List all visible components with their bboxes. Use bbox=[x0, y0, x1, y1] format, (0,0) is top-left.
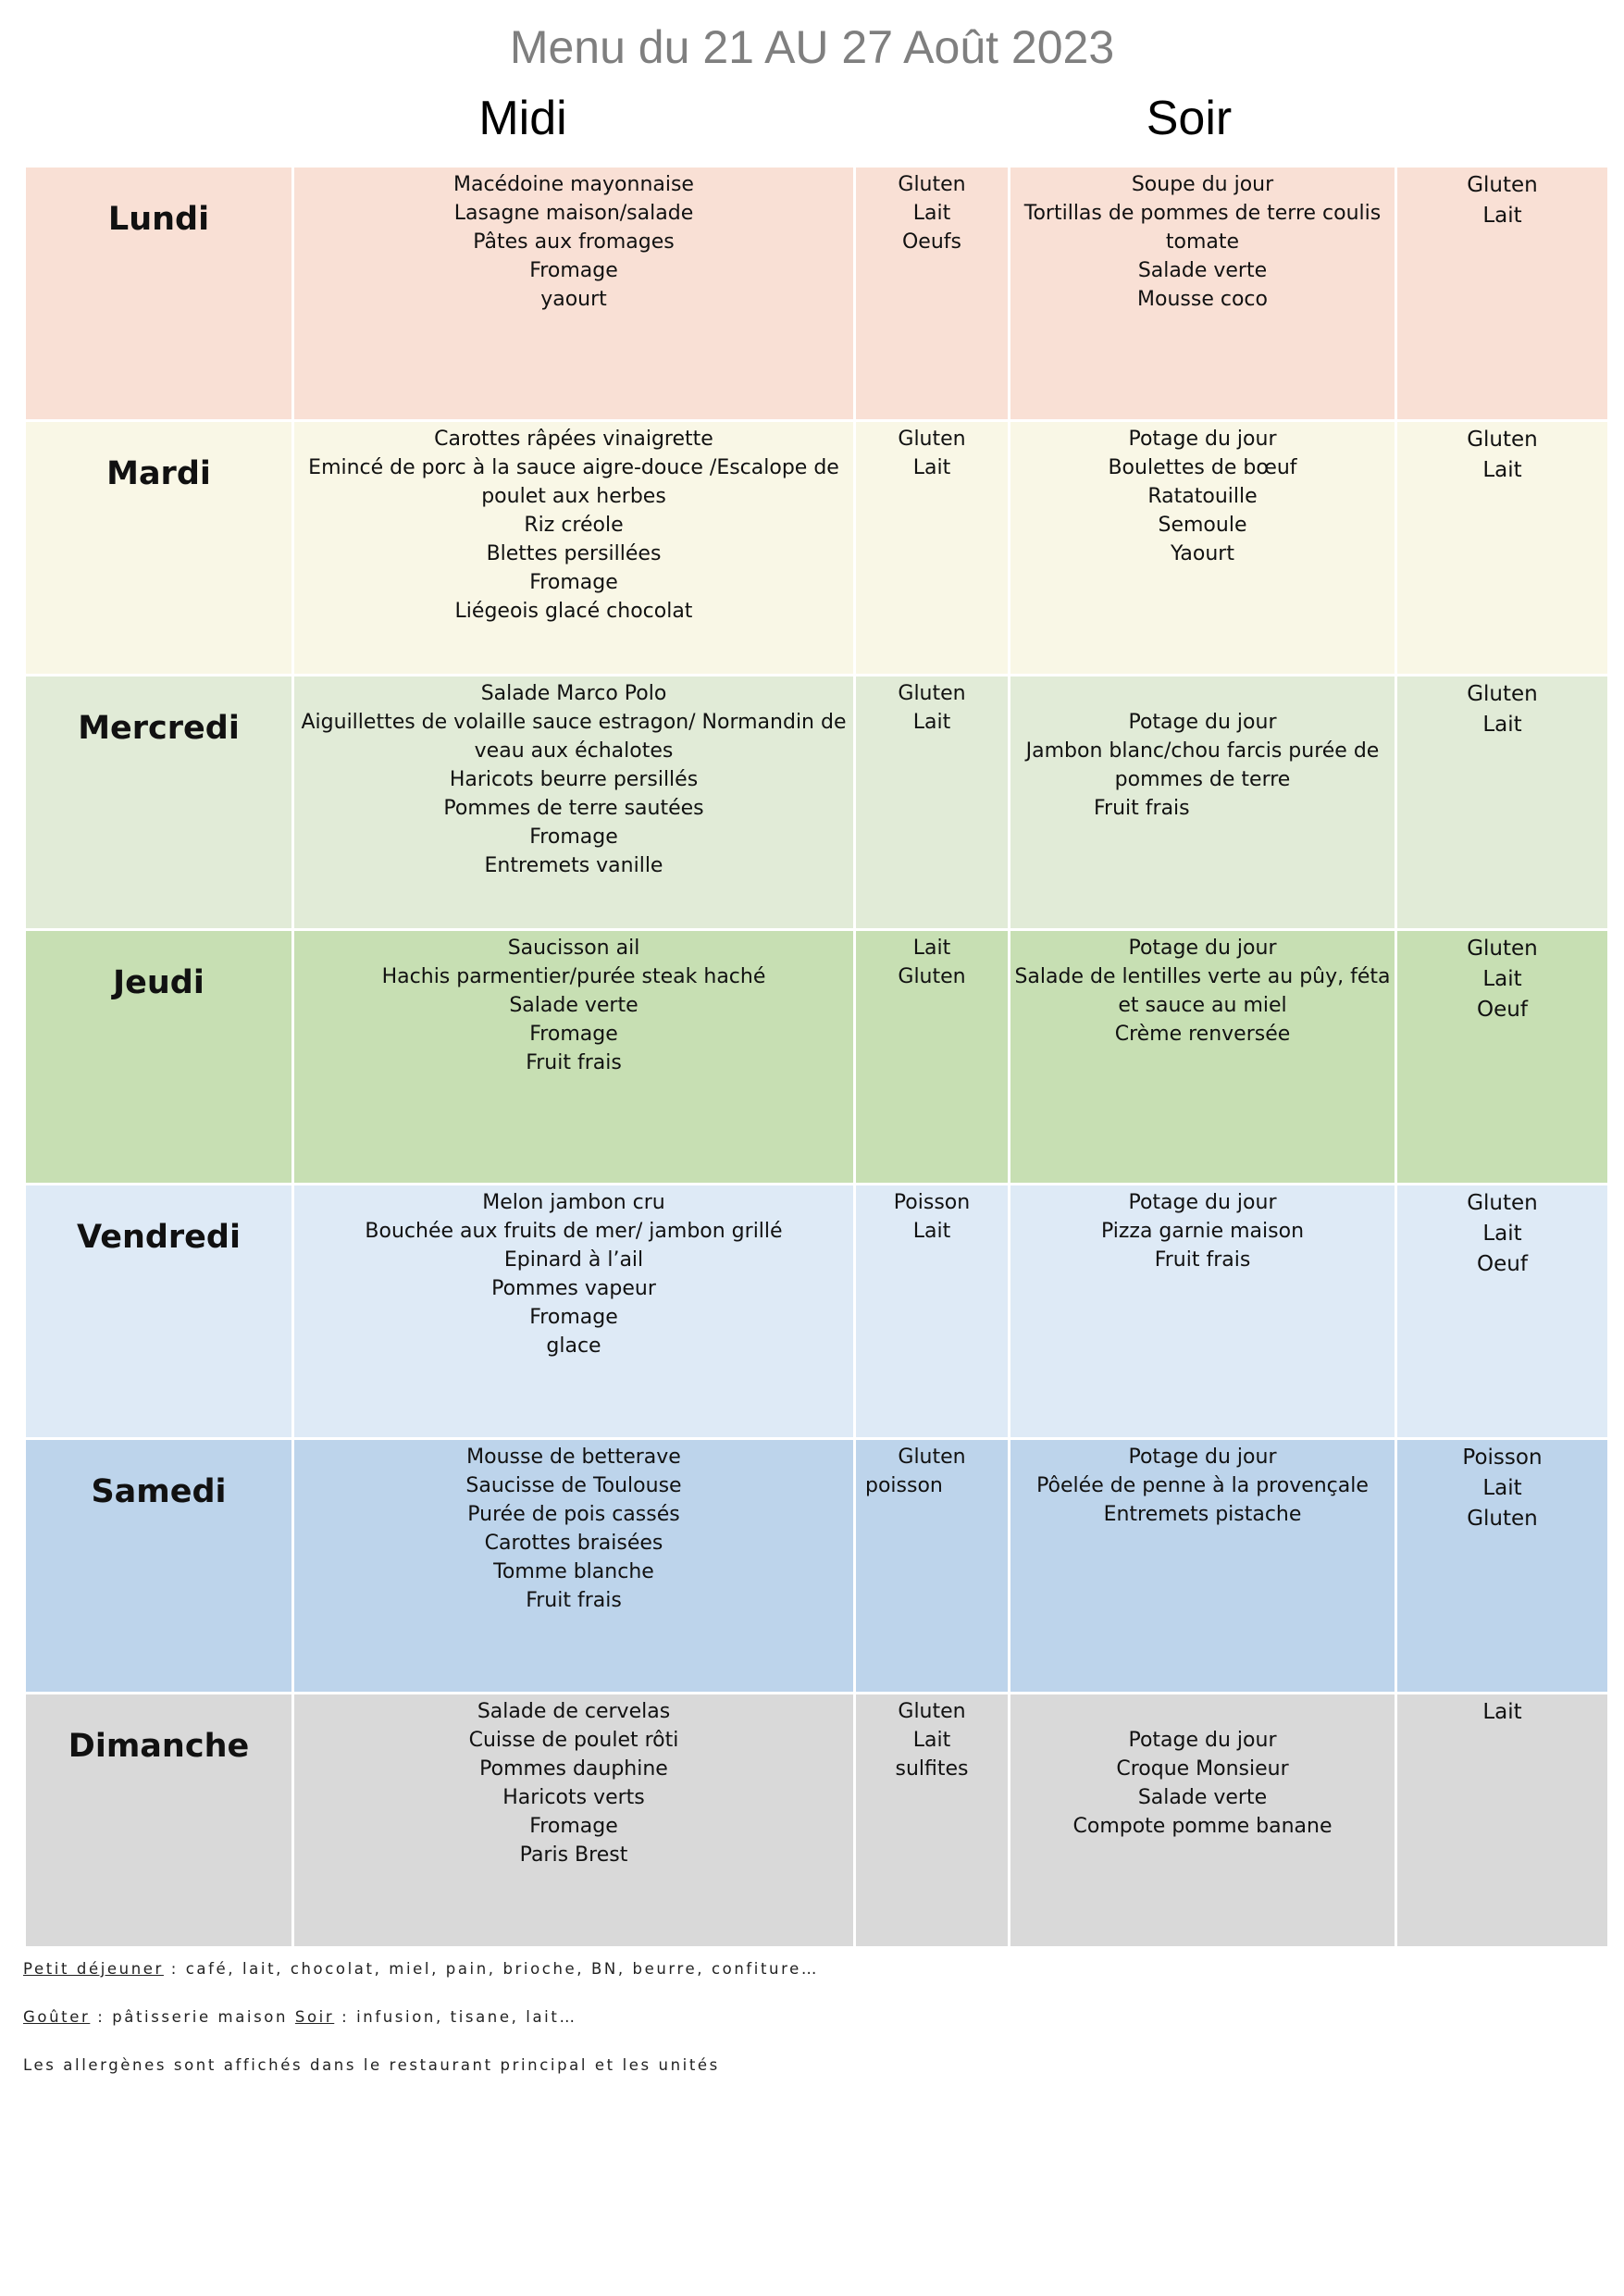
menu-table bbox=[23, 165, 1610, 1949]
dish-item: Potage du jour bbox=[1128, 937, 1277, 960]
dish-item: Tomme blanche bbox=[493, 1560, 654, 1583]
note-petit-dejeuner-label: Petit déjeuner bbox=[23, 1960, 164, 1978]
midi-dishes bbox=[293, 167, 855, 421]
soir-allergens bbox=[1396, 1439, 1609, 1694]
allergen-item: Gluten bbox=[1467, 937, 1538, 961]
day-name: Samedi bbox=[25, 1439, 293, 1694]
dish-item: Salade verte bbox=[1137, 1786, 1268, 1809]
allergen-item: Lait bbox=[1482, 1476, 1522, 1500]
day-row-mardi bbox=[25, 421, 1609, 676]
dish-item: pommes de terre bbox=[1114, 768, 1291, 791]
dish-item: Hachis parmentier/purée steak haché bbox=[381, 965, 766, 988]
midi-allergens bbox=[855, 1439, 1010, 1694]
soir-dishes bbox=[1010, 676, 1396, 930]
dish-item: Potage du jour bbox=[1128, 428, 1277, 451]
allergen-item: Gluten bbox=[898, 173, 966, 196]
day-name: Mardi bbox=[25, 421, 293, 676]
dish-item: Pôelée de penne à la provençale bbox=[1036, 1474, 1369, 1497]
dish-item: Potage du jour bbox=[1128, 1446, 1277, 1469]
dish-item: Haricots verts bbox=[502, 1786, 645, 1809]
dish-item: Fromage bbox=[529, 259, 618, 282]
dish-item: Potage du jour bbox=[1128, 711, 1277, 734]
day-row-lundi bbox=[25, 167, 1609, 421]
allergen-item: Gluten bbox=[898, 1446, 966, 1469]
dish-item: Pommes de terre sautées bbox=[443, 797, 704, 820]
dish-item: Salade verte bbox=[509, 994, 638, 1017]
allergen-item: sulfites bbox=[895, 1757, 969, 1781]
soir-allergens bbox=[1396, 167, 1609, 421]
soir-dishes bbox=[1010, 421, 1396, 676]
dish-item: Pizza garnie maison bbox=[1100, 1220, 1305, 1243]
soir-dishes bbox=[1010, 167, 1396, 421]
dish-item: Melon jambon cru bbox=[482, 1191, 665, 1214]
day-name: Lundi bbox=[25, 167, 293, 421]
soir-dishes bbox=[1010, 1439, 1396, 1694]
day-row-jeudi bbox=[25, 930, 1609, 1185]
dish-item: et sauce au miel bbox=[1118, 994, 1287, 1017]
dish-item: Salade Marco Polo bbox=[480, 682, 667, 705]
dish-item: Blettes persillées bbox=[486, 542, 662, 565]
allergen-item: Lait bbox=[912, 1220, 951, 1243]
day-name: Vendredi bbox=[25, 1185, 293, 1439]
dish-item: Cuisse de poulet rôti bbox=[468, 1729, 679, 1752]
dish-item: Fromage bbox=[529, 825, 618, 849]
soir-allergens bbox=[1396, 1185, 1609, 1439]
midi-dishes bbox=[293, 1439, 855, 1694]
day-name: Dimanche bbox=[25, 1694, 293, 1948]
dish-item bbox=[1010, 1697, 1395, 1726]
footer-notes bbox=[23, 1960, 1596, 2104]
note-soir-label: Soir bbox=[294, 2008, 335, 2026]
note-gouter-label: Goûter bbox=[23, 2008, 91, 2026]
note-gouter-text: : pâtisserie maison bbox=[90, 2008, 295, 2026]
allergen-item: Gluten bbox=[1467, 173, 1538, 197]
midi-dishes bbox=[293, 421, 855, 676]
dish-item: Fruit frais bbox=[526, 1051, 622, 1074]
dish-item: veau aux échalotes bbox=[474, 739, 674, 763]
allergen-item: Oeufs bbox=[901, 230, 961, 254]
allergen-item: Gluten bbox=[898, 428, 966, 451]
allergen-item: Lait bbox=[1482, 204, 1522, 228]
midi-allergens bbox=[855, 421, 1010, 676]
allergen-item: Lait bbox=[1482, 1700, 1522, 1724]
allergen-item: Lait bbox=[912, 202, 951, 225]
soir-dishes bbox=[1010, 1694, 1396, 1948]
allergen-item: Oeuf bbox=[1477, 1252, 1528, 1276]
dish-item: Semoule bbox=[1158, 514, 1247, 537]
dish-item: Compote pomme banane bbox=[1072, 1815, 1333, 1838]
allergen-item: Lait bbox=[912, 456, 951, 479]
day-row-dimanche bbox=[25, 1694, 1609, 1948]
dish-item: Boulettes de bœuf bbox=[1108, 456, 1297, 479]
day-row-mercredi bbox=[25, 676, 1609, 930]
dish-item: Emincé de porc à la sauce aigre-douce /Escalope de bbox=[308, 456, 839, 479]
dish-item: Yaourt bbox=[1171, 542, 1234, 565]
dish-item: Saucisse de Toulouse bbox=[465, 1474, 682, 1497]
soir-allergens bbox=[1396, 421, 1609, 676]
dish-item: Fromage bbox=[529, 1023, 618, 1046]
allergen-item: Oeuf bbox=[1477, 998, 1528, 1022]
allergen-item: Gluten bbox=[1467, 682, 1538, 706]
allergen-item: Poisson bbox=[1462, 1446, 1543, 1470]
dish-item: Croque Monsieur bbox=[1116, 1757, 1289, 1781]
day-row-vendredi bbox=[25, 1185, 1609, 1439]
dish-item: Riz créole bbox=[524, 514, 624, 537]
dish-item: Fruit frais bbox=[526, 1589, 622, 1612]
allergen-item: Gluten bbox=[898, 965, 966, 988]
dish-item: Salade verte bbox=[1137, 259, 1268, 282]
allergen-item: Lait bbox=[1482, 1222, 1522, 1246]
note-petit-dejeuner bbox=[23, 1960, 1596, 1979]
column-header-midi: Midi bbox=[478, 92, 567, 145]
dish-item: Mousse de betterave bbox=[466, 1446, 681, 1469]
dish-item: Mousse coco bbox=[1137, 288, 1268, 311]
dish-item: Fruit frais bbox=[1154, 1248, 1251, 1272]
dish-item: Fruit frais bbox=[1094, 797, 1190, 820]
midi-dishes bbox=[293, 1694, 855, 1948]
note-gouter bbox=[23, 2008, 1596, 2027]
dish-item: Saucisson ail bbox=[507, 937, 640, 960]
dish-item: Epinard à l’ail bbox=[503, 1248, 644, 1272]
column-header-soir: Soir bbox=[1146, 92, 1233, 145]
dish-item: Potage du jour bbox=[1128, 1729, 1277, 1752]
allergen-item: Gluten bbox=[898, 682, 966, 705]
allergen-item: Lait bbox=[912, 1729, 951, 1752]
allergen-item: Lait bbox=[1482, 458, 1522, 482]
midi-allergens bbox=[855, 1694, 1010, 1948]
dish-item: Paris Brest bbox=[519, 1843, 628, 1867]
day-row-samedi bbox=[25, 1439, 1609, 1694]
note-allergenes: Les allergènes sont affichés dans le restaurant principal et les unités bbox=[23, 2056, 720, 2074]
soir-allergens bbox=[1396, 676, 1609, 930]
allergen-item: Gluten bbox=[898, 1700, 966, 1723]
dish-item: Pommes vapeur bbox=[491, 1277, 656, 1300]
dish-item: Soupe du jour bbox=[1131, 173, 1274, 196]
midi-allergens bbox=[855, 930, 1010, 1185]
note-petit-dejeuner-text: : café, lait, chocolat, miel, pain, brioche, BN, beurre, confiture… bbox=[163, 1960, 819, 1978]
dish-item: Aiguillettes de volaille sauce estragon/ Normandin de bbox=[301, 711, 847, 734]
allergen-item: Lait bbox=[912, 711, 951, 734]
dish-item: tomate bbox=[1165, 230, 1240, 254]
dish-item: poulet aux herbes bbox=[481, 485, 666, 508]
dish-item: Lasagne maison/salade bbox=[453, 202, 694, 225]
allergen-item: poisson bbox=[865, 1474, 943, 1497]
dish-item: Tortillas de pommes de terre coulis bbox=[1023, 202, 1382, 225]
soir-allergens bbox=[1396, 930, 1609, 1185]
allergen-item: Poisson bbox=[893, 1191, 971, 1214]
day-name: Jeudi bbox=[25, 930, 293, 1185]
dish-item: Carottes braisées bbox=[484, 1532, 663, 1555]
dish-item: Fromage bbox=[529, 1306, 618, 1329]
day-name: Mercredi bbox=[25, 676, 293, 930]
dish-item bbox=[1010, 679, 1395, 708]
dish-item: Entremets pistache bbox=[1103, 1503, 1302, 1526]
allergen-item: Gluten bbox=[1467, 428, 1538, 452]
midi-allergens bbox=[855, 167, 1010, 421]
dish-item: Carottes râpées vinaigrette bbox=[434, 428, 713, 451]
allergen-item: Gluten bbox=[1467, 1191, 1538, 1215]
page-title: Menu du 21 AU 27 Août 2023 bbox=[509, 21, 1115, 73]
allergen-item: Lait bbox=[1482, 967, 1522, 991]
dish-item: Macédoine mayonnaise bbox=[453, 173, 694, 196]
dish-item: Fromage bbox=[529, 1815, 618, 1838]
allergen-item: Gluten bbox=[1467, 1507, 1538, 1531]
dish-item: Haricots beurre persillés bbox=[449, 768, 699, 791]
allergen-item: Lait bbox=[1482, 713, 1522, 737]
midi-allergens bbox=[855, 676, 1010, 930]
dish-item: Crème renversée bbox=[1114, 1023, 1291, 1046]
soir-dishes bbox=[1010, 1185, 1396, 1439]
dish-item: glace bbox=[546, 1334, 601, 1358]
dish-item: Liégeois glacé chocolat bbox=[454, 600, 693, 623]
dish-item: Fromage bbox=[529, 571, 618, 594]
soir-allergens bbox=[1396, 1694, 1609, 1948]
dish-item: yaourt bbox=[540, 288, 607, 311]
allergen-item: Lait bbox=[912, 937, 951, 960]
midi-dishes bbox=[293, 1185, 855, 1439]
note-soir-text: : infusion, tisane, lait… bbox=[334, 2008, 577, 2026]
dish-item: Purée de pois cassés bbox=[467, 1503, 680, 1526]
dish-item: Entremets vanille bbox=[484, 854, 663, 877]
dish-item: Jambon blanc/chou farcis purée de bbox=[1025, 739, 1380, 763]
midi-allergens bbox=[855, 1185, 1010, 1439]
midi-dishes bbox=[293, 930, 855, 1185]
dish-item: Pommes dauphine bbox=[479, 1757, 668, 1781]
dish-item: Salade de lentilles verte au pûy, féta bbox=[1014, 965, 1391, 988]
dish-item: Ratatouille bbox=[1147, 485, 1258, 508]
dish-item: Salade de cervelas bbox=[477, 1700, 671, 1723]
dish-item: Potage du jour bbox=[1128, 1191, 1277, 1214]
dish-item: Pâtes aux fromages bbox=[473, 230, 675, 254]
midi-dishes bbox=[293, 676, 855, 930]
menu-table-body bbox=[25, 167, 1609, 1948]
soir-dishes bbox=[1010, 930, 1396, 1185]
dish-item: Bouchée aux fruits de mer/ jambon grillé bbox=[365, 1220, 783, 1243]
